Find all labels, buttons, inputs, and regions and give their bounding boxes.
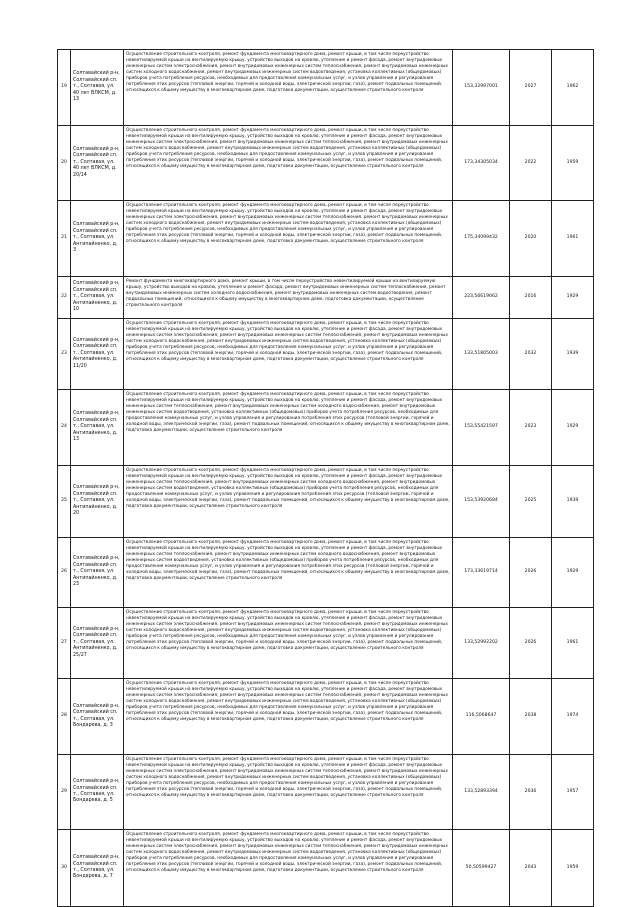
table-row: [58, 126, 594, 201]
address-cell: Солтавайский р-н, Солтавайский сп. т., Солтавая, ул. Антипайненко, д. 25/27: [71, 608, 124, 679]
address-cell: Солтавайский р-н, Солтавайский сп. т., Солтавая, ул. Бондарева, д. 5: [71, 755, 124, 830]
planned-year-cell: 2016: [510, 277, 552, 319]
row-number: 26: [58, 538, 71, 608]
works-cell: Осуществление строительного контроля, ремонт фундамента многоквартирного дома, ремонт крыши, в том числе переустройство невентилируемой крыши на вентилируемую крышу, устройство выходов на кровлю, утепление и ремонт фасада, ремонт внутридомовых инженерных систем электроснабжения, ремонт внутридомовых инженерных систем теплоснабжения, ремонт внутридомовых инженерных систем холодного водоснабжения, ремонт внутридомовых инженерных систем водоотведения, установка коллективных (общедомовых) приборов учета потребления ресурсов, необходимых для предоставления коммунальных услуг, и узлов управления и регулирования потребления этих ресурсов (тепловой энергии, горячей и холодной воды, электрической энергии, газа), ремонт подвальных помещений, относящихся к общему имуществу в многоквартирном доме, подготовка документации, осуществление строительного контроля: [124, 126, 453, 201]
table-row: [58, 538, 594, 608]
address-cell: Солтавайский р-н, Солтавайский сп. т., Солтавая, ул. Антипайненко, д. 10: [71, 277, 124, 319]
table-row: [58, 830, 594, 907]
address-cell: Солтавайский р-н, Солтавайский сп. т., Солтавая, ул. Бондарева, д. 7: [71, 830, 124, 907]
works-cell: Осуществление строительного контроля, ремонт фундамента многоквартирного дома, ремонт крыши, в том числе переустройство невентилируемой крыши на вентилируемую крышу, устройство выходов на кровлю, утепление и ремонт фасада, ремонт внутридомовых инженерных систем теплоснабжения, ремонт внутридомовых инженерных систем холодного водоснабжения, ремонт внутридомовых инженерных систем водоотведения, установка коллективных (общедомовых) приборов учета потребления ресурсов, необходимых для предоставления коммунальных услуг, и узлов управления и регулирования потребления этих ресурсов (тепловой энергии, горячей и холодной воды, электрической энергии, газа), ремонт подвальных помещений, относящихся к общему имуществу в многоквартирном доме, подготовка документации, осуществление строительного контроля: [124, 390, 453, 466]
table-row: [58, 319, 594, 390]
cost-cell: 153,32997001: [453, 50, 510, 126]
address-cell: Солтавайский р-н, Солтавайский сп. т., Солтавая, ул. Антипайненко, д. 3: [71, 201, 124, 277]
address-cell: Солтавайский р-н, Солтавайский сп. т., Солтавая, ул. 40 лет ВЛКСМ, д. 20/14: [71, 126, 124, 201]
cost-cell: 133,51805003: [453, 319, 510, 390]
works-cell: Осуществление строительного контроля, ремонт фундамента многоквартирного дома, ремонт крыши, в том числе переустройство невентилируемой крыши на вентилируемую крышу, устройство выходов на кровлю, утепление и ремонт фасада, ремонт внутридомовых инженерных систем электроснабжения, ремонт внутридомовых инженерных систем теплоснабжения, ремонт внутридомовых инженерных систем холодного водоснабжения, ремонт внутридомовых инженерных систем водоотведения, установка коллективных (общедомовых) приборов учета потребления ресурсов, необходимых для предоставления коммунальных услуг, и узлов управления и регулирования потребления этих ресурсов (тепловой энергии, горячей и холодной воды, электрической энергии, газа), ремонт подвальных помещений, относящихся к общему имуществу в многоквартирном доме, подготовка документации, осуществление строительного контроля: [124, 319, 453, 390]
document-page: [57, 49, 593, 907]
works-cell: Осуществление строительного контроля, ремонт фундамента многоквартирного дома, ремонт крыши, в том числе переустройство невентилируемой крыши на вентилируемую крышу, устройство выходов на кровлю, утепление и ремонт фасада, ремонт внутридомовых инженерных систем электроснабжения, ремонт внутридомовых инженерных систем теплоснабжения, ремонт внутридомовых инженерных систем холодного водоснабжения, ремонт внутридомовых инженерных систем водоотведения, установка коллективных (общедомовых) приборов учета потребления ресурсов, необходимых для предоставления коммунальных услуг, и узлов управления и регулирования потребления этих ресурсов (тепловой энергии, горячей и холодной воды, электрической энергии, газа), ремонт подвальных помещений, относящихся к общему имуществу в многоквартирном доме, подготовка документации, осуществление строительного контроля: [124, 201, 453, 277]
row-number: 19: [58, 50, 71, 126]
works-cell: Осуществление строительного контроля, ремонт фундамента многоквартирного дома, ремонт крыши, в том числе переустройство невентилируемой крыши на вентилируемую крышу, устройство выходов на кровлю, утепление и ремонт фасада, ремонт внутридомовых инженерных систем теплоснабжения, ремонт внутридомовых инженерных систем холодного водоснабжения, ремонт внутридомовых инженерных систем водоотведения, установка коллективных (общедомовых) приборов учета потребления ресурсов, необходимых для предоставления коммунальных услуг, и узлов управления и регулирования потребления этих ресурсов (тепловой энергии, горячей и холодной воды, электрической энергии, газа), ремонт подвальных помещений, относящихся к общему имуществу в многоквартирном доме, подготовка документации, осуществление строительного контроля: [124, 466, 453, 538]
works-cell: Осуществление строительного контроля, ремонт фундамента многоквартирного дома, ремонт крыши, в том числе переустройство невентилируемой крыши на вентилируемую крышу, устройство выходов на кровлю, утепление и ремонт фасада, ремонт внутридомовых инженерных систем электроснабжения, ремонт внутридомовых инженерных систем теплоснабжения, ремонт внутридомовых инженерных систем холодного водоснабжения, ремонт внутридомовых инженерных систем водоотведения, установка коллективных (общедомовых) приборов учета потребления ресурсов, необходимых для предоставления коммунальных услуг, и узлов управления и регулирования потребления этих ресурсов (тепловой энергии, горячей и холодной воды, электрической энергии, газа), ремонт подвальных помещений, относящихся к общему имуществу в многоквартирном доме, подготовка документации, осуществление строительного контроля: [124, 608, 453, 679]
table-row: [58, 50, 594, 126]
table-row: [58, 755, 594, 830]
table-row: [58, 390, 594, 466]
planned-year-cell: 2043: [510, 830, 552, 907]
table-row: [58, 466, 594, 538]
works-cell: Осуществление строительного контроля, ремонт фундамента многоквартирного дома, ремонт крыши, в том числе переустройство невентилируемой крыши на вентилируемую крышу, устройство выходов на кровлю, утепление и ремонт фасада, ремонт внутридомовых инженерных систем электроснабжения, ремонт внутридомовых инженерных систем теплоснабжения, ремонт внутридомовых инженерных систем холодного водоснабжения, ремонт внутридомовых инженерных систем водоотведения, установка коллективных (общедомовых) приборов учета потребления ресурсов, необходимых для предоставления коммунальных услуг, и узлов управления и регулирования потребления этих ресурсов (тепловой энергии, горячей и холодной воды, электрической энергии, газа), ремонт подвальных помещений, относящихся к общему имуществу в многоквартирном доме, подготовка документации, осуществление строительного контроля: [124, 755, 453, 830]
cost-cell: 175,34099432: [453, 201, 510, 277]
address-cell: Солтавайский р-н, Солтавайский сп. т., Солтавая, ул. 40 лет ВЛКСМ, д. 13: [71, 50, 124, 126]
built-year-cell: 1962: [552, 50, 594, 126]
row-number: 21: [58, 201, 71, 277]
works-cell: Осуществление строительного контроля, ремонт фундамента многоквартирного дома, ремонт крыши, в том числе переустройство невентилируемой крыши на вентилируемую крышу, устройство выходов на кровлю, утепление и ремонт фасада, ремонт внутридомовых инженерных систем электроснабжения, ремонт внутридомовых инженерных систем теплоснабжения, ремонт внутридомовых инженерных систем холодного водоснабжения, ремонт внутридомовых инженерных систем водоотведения, установка коллективных (общедомовых) приборов учета потребления ресурсов, необходимых для предоставления коммунальных услуг, и узлов управления и регулирования потребления этих ресурсов (тепловой энергии, горячей и холодной воды, электрической энергии, газа), ремонт подвальных помещений, относящихся к общему имуществу в многоквартирном доме, подготовка документации, осуществление строительного контроля: [124, 679, 453, 755]
address-cell: Солтавайский р-н, Солтавайский сп. т., Солтавая, ул. Антипайненко, д. 23: [71, 538, 124, 608]
cost-cell: 50,50599427: [453, 830, 510, 907]
built-year-cell: 1939: [552, 466, 594, 538]
planned-year-cell: 2027: [510, 50, 552, 126]
row-number: 30: [58, 830, 71, 907]
built-year-cell: 1974: [552, 679, 594, 755]
works-cell: Осуществление строительного контроля, ремонт фундамента многоквартирного дома, ремонт крыши, в том числе переустройство невентилируемой крыши на вентилируемую крышу, устройство выходов на кровлю, утепление и ремонт фасада, ремонт внутридомовых инженерных систем электроснабжения, ремонт внутридомовых инженерных систем теплоснабжения, ремонт внутридомовых инженерных систем холодного водоснабжения, ремонт внутридомовых инженерных систем водоотведения, установка коллективных (общедомовых) приборов учета потребления ресурсов, необходимых для предоставления коммунальных услуг, и узлов управления и регулирования потребления этих ресурсов (тепловой энергии, горячей и холодной воды, электрической энергии, газа), ремонт подвальных помещений, относящихся к общему имуществу в многоквартирном доме, подготовка документации, осуществление строительного контроля: [124, 830, 453, 907]
cost-cell: 173,33619714: [453, 538, 510, 608]
planned-year-cell: 2026: [510, 608, 552, 679]
address-cell: Солтавайский р-н, Солтавайский сп. т., Солтавая, ул. Антипайненко, д. 11/20: [71, 319, 124, 390]
address-cell: Солтавайский р-н, Солтавайский сп. т., Солтавая, ул. Бондарева, д. 3: [71, 679, 124, 755]
repair-program-table: [57, 49, 594, 907]
cost-cell: 133,52992202: [453, 608, 510, 679]
works-cell: Ремонт фундамента многоквартирного дома, ремонт крыши, в том числе переустройство невентилируемой крыши на вентилируемую крышу, устройство выходов на кровлю, утепление и ремонт фасада, ремонт внутридомовых инженерных систем теплоснабжения, ремонт внутридомовых инженерных систем холодного водоснабжения, ремонт внутридомовых инженерных систем водоотведения, ремонт подвальных помещений, относящихся к общему имуществу в многоквартирном доме, подготовка документации, осуществление строительного контроля: [124, 277, 453, 319]
works-cell: Осуществление строительного контроля, ремонт фундамента многоквартирного дома, ремонт крыши, в том числе переустройство невентилируемой крыши на вентилируемую крышу, устройство выходов на кровлю, утепление и ремонт фасада, ремонт внутридомовых инженерных систем электроснабжения, ремонт внутридомовых инженерных систем теплоснабжения, ремонт внутридомовых инженерных систем холодного водоснабжения, ремонт внутридомовых инженерных систем водоотведения, установка коллективных (общедомовых) приборов учета потребления ресурсов, необходимых для предоставления коммунальных услуг, и узлов управления и регулирования потребления этих ресурсов (тепловой энергии, горячей и холодной воды, электрической энергии, газа), ремонт подвальных помещений, относящихся к общему имуществу в многоквартирном доме, подготовка документации, осуществление строительного контроля: [124, 50, 453, 126]
row-number: 23: [58, 319, 71, 390]
row-number: 27: [58, 608, 71, 679]
cost-cell: 223,56619062: [453, 277, 510, 319]
built-year-cell: 1957: [552, 755, 594, 830]
built-year-cell: 1929: [552, 390, 594, 466]
address-cell: Солтавайский р-н, Солтавайский сп. т., Солтавая, ул. Антипайненко, д. 13: [71, 390, 124, 466]
row-number: 28: [58, 679, 71, 755]
built-year-cell: 1959: [552, 830, 594, 907]
table-body: [58, 50, 594, 907]
row-number: 29: [58, 755, 71, 830]
planned-year-cell: 2032: [510, 319, 552, 390]
row-number: 25: [58, 466, 71, 538]
planned-year-cell: 2020: [510, 201, 552, 277]
address-cell: Солтавайский р-н, Солтавайский сп. т., Солтавая, ул. Антипайненко, д. 20: [71, 466, 124, 538]
cost-cell: 133,52893394: [453, 755, 510, 830]
cost-cell: 116,5068647: [453, 679, 510, 755]
built-year-cell: 1959: [552, 126, 594, 201]
row-number: 20: [58, 126, 71, 201]
table-row: [58, 277, 594, 319]
built-year-cell: 1961: [552, 608, 594, 679]
cost-cell: 173,34305034: [453, 126, 510, 201]
row-number: 24: [58, 390, 71, 466]
cost-cell: 153,55421597: [453, 390, 510, 466]
built-year-cell: 1929: [552, 277, 594, 319]
built-year-cell: 1961: [552, 201, 594, 277]
row-number: 22: [58, 277, 71, 319]
planned-year-cell: 2038: [510, 679, 552, 755]
built-year-cell: 1939: [552, 319, 594, 390]
table-row: [58, 679, 594, 755]
planned-year-cell: 2036: [510, 755, 552, 830]
planned-year-cell: 2022: [510, 126, 552, 201]
cost-cell: 153,53920684: [453, 466, 510, 538]
table-row: [58, 201, 594, 277]
built-year-cell: 1929: [552, 538, 594, 608]
planned-year-cell: 2023: [510, 390, 552, 466]
works-cell: Осуществление строительного контроля, ремонт фундамента многоквартирного дома, ремонт крыши, в том числе переустройство невентилируемой крыши на вентилируемую крышу, устройство выходов на кровлю, утепление и ремонт фасада, ремонт внутридомовых инженерных систем теплоснабжения, ремонт внутридомовых инженерных систем холодного водоснабжения, ремонт внутридомовых инженерных систем водоотведения, установка коллективных (общедомовых) приборов учета потребления ресурсов, необходимых для предоставления коммунальных услуг, и узлов управления и регулирования потребления этих ресурсов (тепловой энергии, горячей и холодной воды, электрической энергии, газа), ремонт подвальных помещений, относящихся к общему имуществу в многоквартирном доме, подготовка документации, осуществление строительного контроля: [124, 538, 453, 608]
table-row: [58, 608, 594, 679]
planned-year-cell: 2025: [510, 466, 552, 538]
planned-year-cell: 2026: [510, 538, 552, 608]
